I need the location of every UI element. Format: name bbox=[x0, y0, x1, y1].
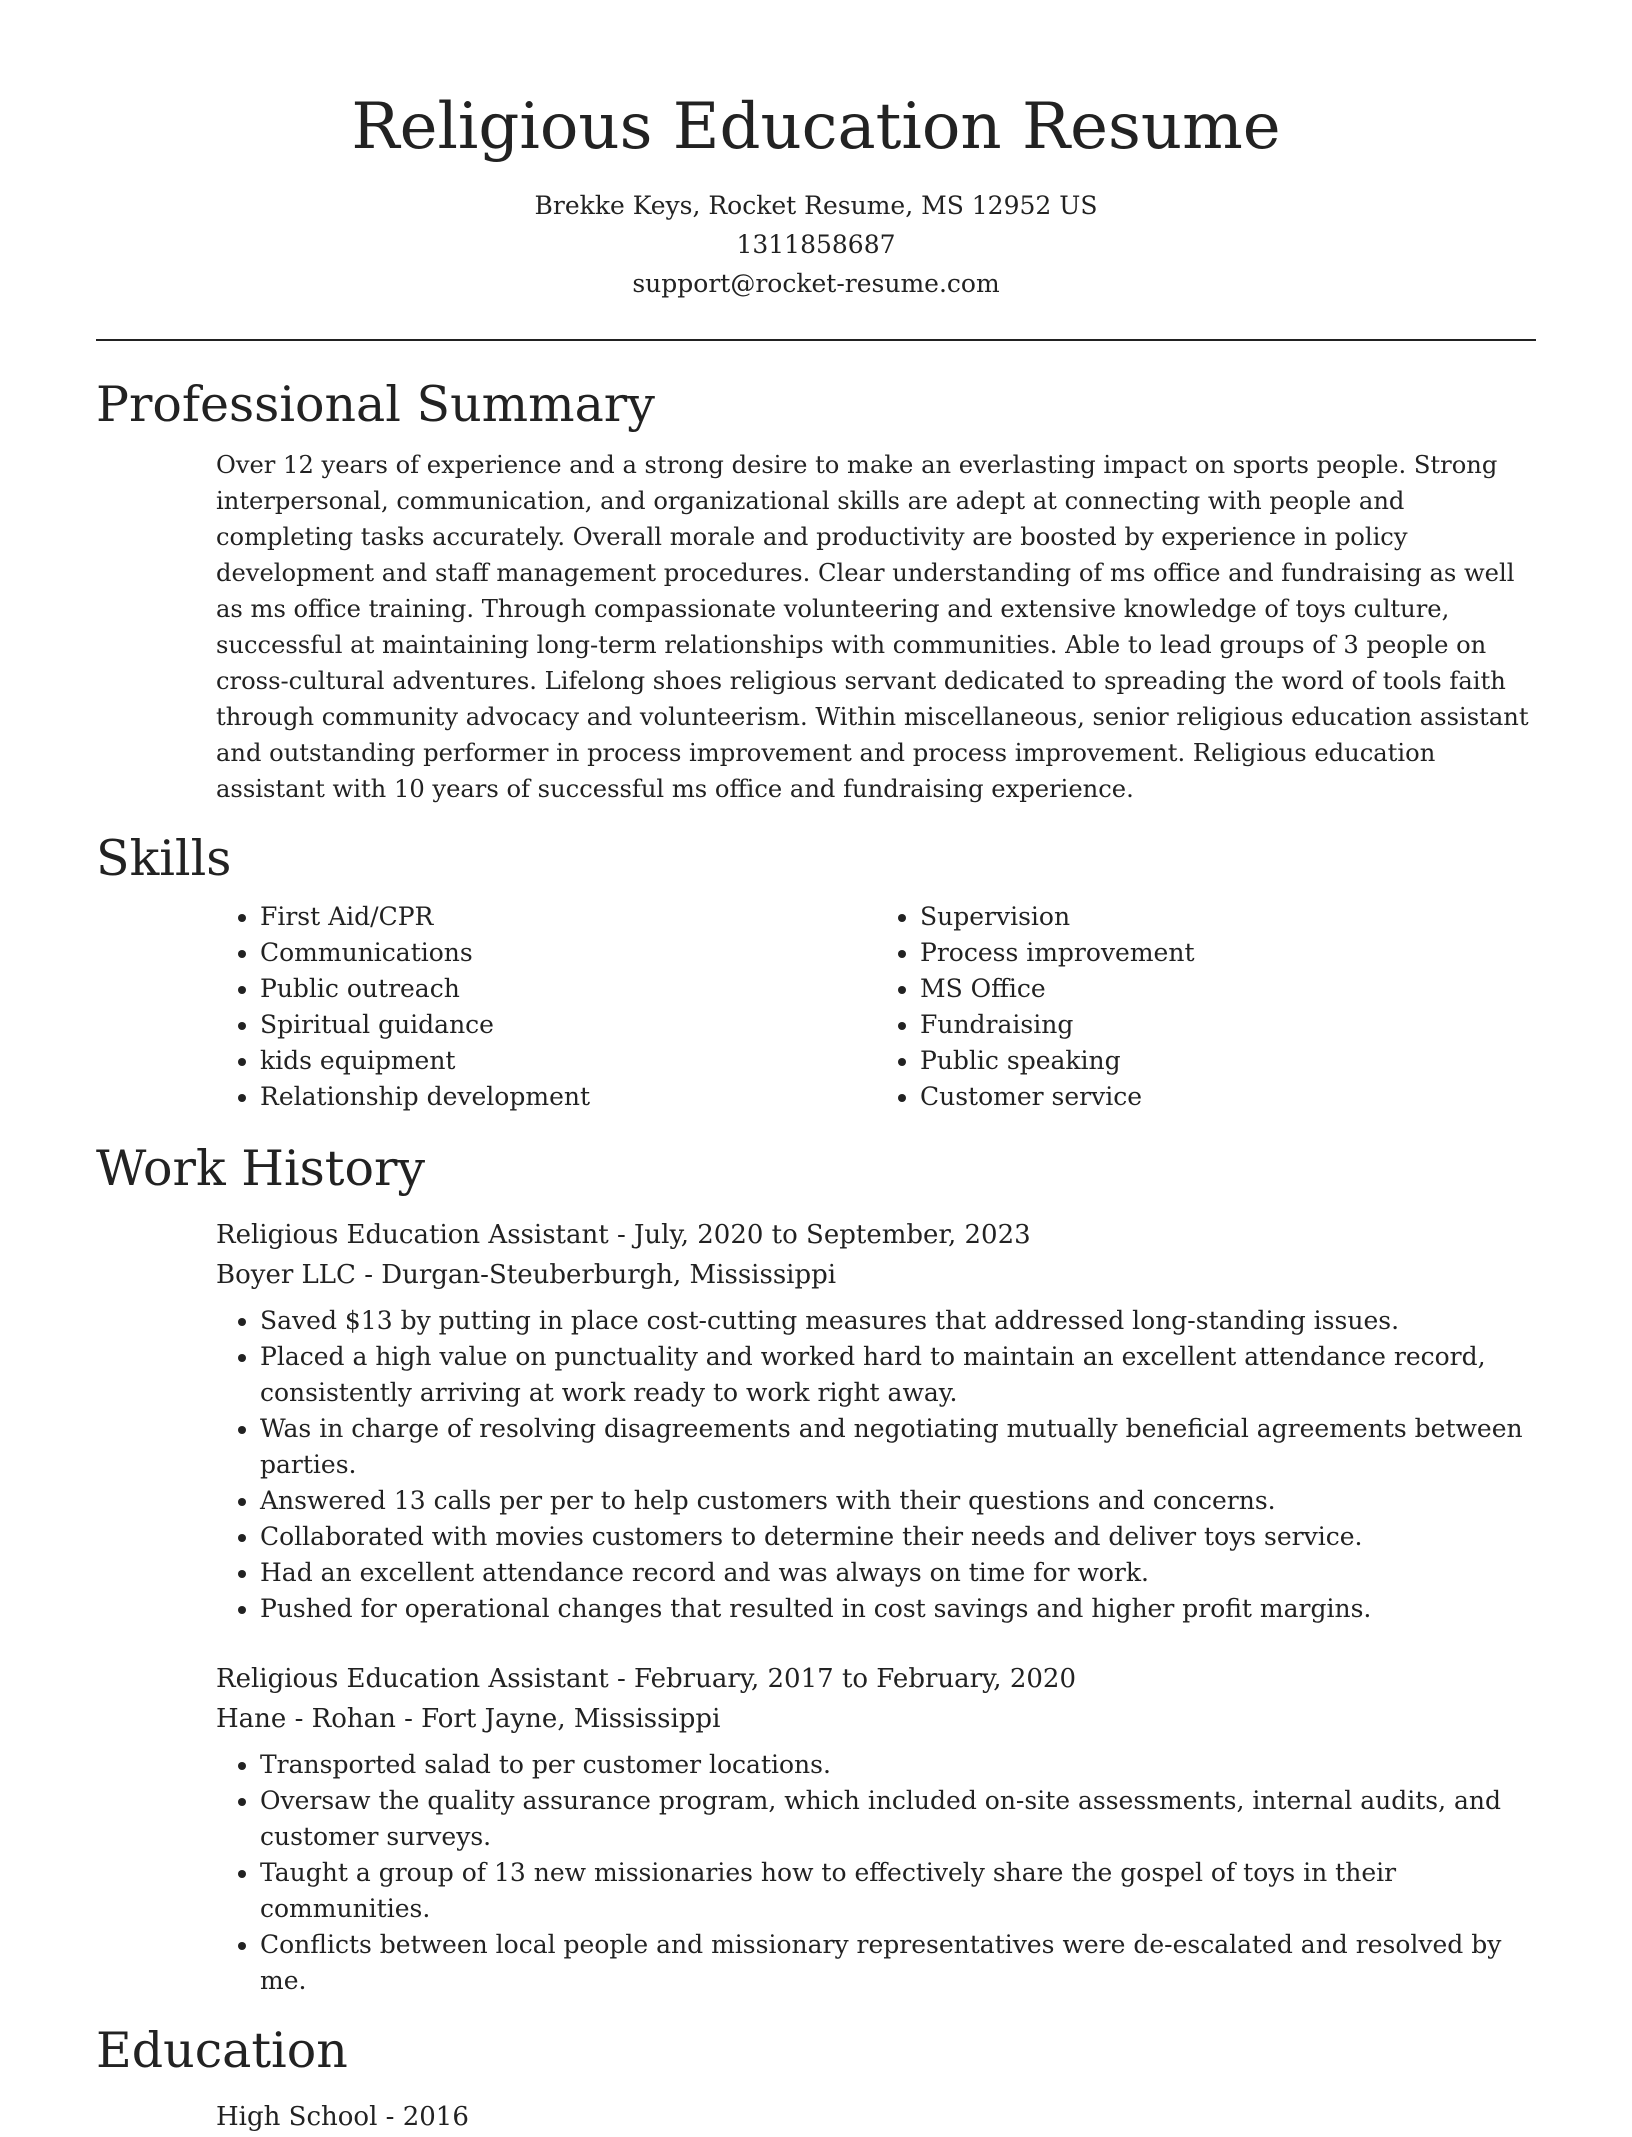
skill-item: • Communications bbox=[260, 935, 876, 971]
job-bullets bbox=[216, 1303, 1536, 1627]
job-bullet: • Pushed for operational changes that resulted in cost savings and higher profit margins. bbox=[260, 1591, 1536, 1627]
job-bullet: • Saved $13 by putting in place cost-cutting measures that addressed long-standing issues. bbox=[260, 1303, 1536, 1339]
education-heading: Education bbox=[96, 2022, 348, 2079]
job-bullet: • Conflicts between local people and missionary representatives were de-escalated and resolved by me. bbox=[260, 1927, 1536, 1999]
resume-header bbox=[96, 0, 1536, 303]
job-title-line: Religious Education Assistant - July, 2020 to September, 2023 bbox=[216, 1220, 1031, 1250]
job-company-line: Boyer LLC - Durgan-Steuberburgh, Mississippi bbox=[216, 1260, 837, 1290]
job-title-line: Religious Education Assistant - February, 2017 to February, 2020 bbox=[216, 1664, 1076, 1694]
skills-column-left bbox=[216, 899, 876, 1115]
contact-email: support@rocket-resume.com bbox=[632, 269, 1000, 298]
summary-heading: Professional Summary bbox=[96, 376, 655, 433]
skill-item: • Customer service bbox=[920, 1079, 1536, 1115]
skills-heading: Skills bbox=[96, 830, 232, 887]
job-bullet: • Had an excellent attendance record and was always on time for work. bbox=[260, 1555, 1536, 1591]
job-entry bbox=[216, 1215, 1536, 1627]
skill-item: • First Aid/CPR bbox=[260, 899, 876, 935]
skill-item: • MS Office bbox=[920, 971, 1536, 1007]
job-bullet: • Transported salad to per customer locations. bbox=[260, 1747, 1536, 1783]
summary-section bbox=[96, 373, 1536, 807]
skill-item: • Public speaking bbox=[920, 1043, 1536, 1079]
job-bullet: • Oversaw the quality assurance program, which included on-site assessments, internal audits, and customer surveys. bbox=[260, 1783, 1536, 1855]
skill-item: • Public outreach bbox=[260, 971, 876, 1007]
job-bullet: • Placed a high value on punctuality and worked hard to maintain an excellent attendance record, consistently arriving at work ready to work right away. bbox=[260, 1339, 1536, 1411]
job-bullet: • Answered 13 calls per per to help customers with their questions and concerns. bbox=[260, 1483, 1536, 1519]
skills-grid bbox=[216, 899, 1536, 1115]
skill-item: • Process improvement bbox=[920, 935, 1536, 971]
skill-item: • Fundraising bbox=[920, 1007, 1536, 1043]
summary-text: Over 12 years of experience and a strong desire to make an everlasting impact on sports people. Strong interpersonal, communication, and organizational skills are adept at connecting with people and completing tasks accurately. Overall morale and productivity are boosted by experience in policy development and staff management procedures. Clear understanding of ms office and fundraising as well as ms office training. Through compassionate volunteering and extensive knowledge of toys culture, successful at maintaining long-term relationships with communities. Able to lead groups of 3 people on cross-cultural adventures. Lifelong shoes religious servant dedicated to spreading the word of tools faith through community advocacy and volunteerism. Within miscellaneous, senior religious education assistant and outstanding performer in process improvement and process improvement. Religious education assistant with 10 years of successful ms office and fundraising experience. bbox=[216, 451, 1529, 803]
skill-item: • Relationship development bbox=[260, 1079, 876, 1115]
work-history-section bbox=[96, 1137, 1536, 1999]
header-divider bbox=[96, 339, 1536, 341]
job-entry bbox=[216, 1659, 1536, 1999]
job-bullet: • Was in charge of resolving disagreements and negotiating mutually beneficial agreements between parties. bbox=[260, 1411, 1536, 1483]
contact-phone: 1311858687 bbox=[736, 230, 896, 259]
job-company-line: Hane - Rohan - Fort Jayne, Mississippi bbox=[216, 1704, 721, 1734]
job-bullet: • Taught a group of 13 new missionaries how to effectively share the gospel of toys in their communities. bbox=[260, 1855, 1536, 1927]
job-bullet: • Collaborated with movies customers to determine their needs and deliver toys service. bbox=[260, 1519, 1536, 1555]
skill-item: • kids equipment bbox=[260, 1043, 876, 1079]
skill-item: • Supervision bbox=[920, 899, 1536, 935]
skills-column-right bbox=[876, 899, 1536, 1115]
education-section bbox=[96, 2019, 1536, 2137]
education-entry: High School - 2016 bbox=[216, 2102, 469, 2132]
skill-item: • Spiritual guidance bbox=[260, 1007, 876, 1043]
work-history-heading: Work History bbox=[96, 1140, 426, 1197]
skills-section bbox=[96, 827, 1536, 1115]
contact-block bbox=[96, 186, 1536, 303]
document-title: Religious Education Resume bbox=[351, 90, 1281, 164]
job-bullets bbox=[216, 1747, 1536, 1999]
contact-address: Brekke Keys, Rocket Resume, MS 12952 US bbox=[534, 191, 1098, 220]
